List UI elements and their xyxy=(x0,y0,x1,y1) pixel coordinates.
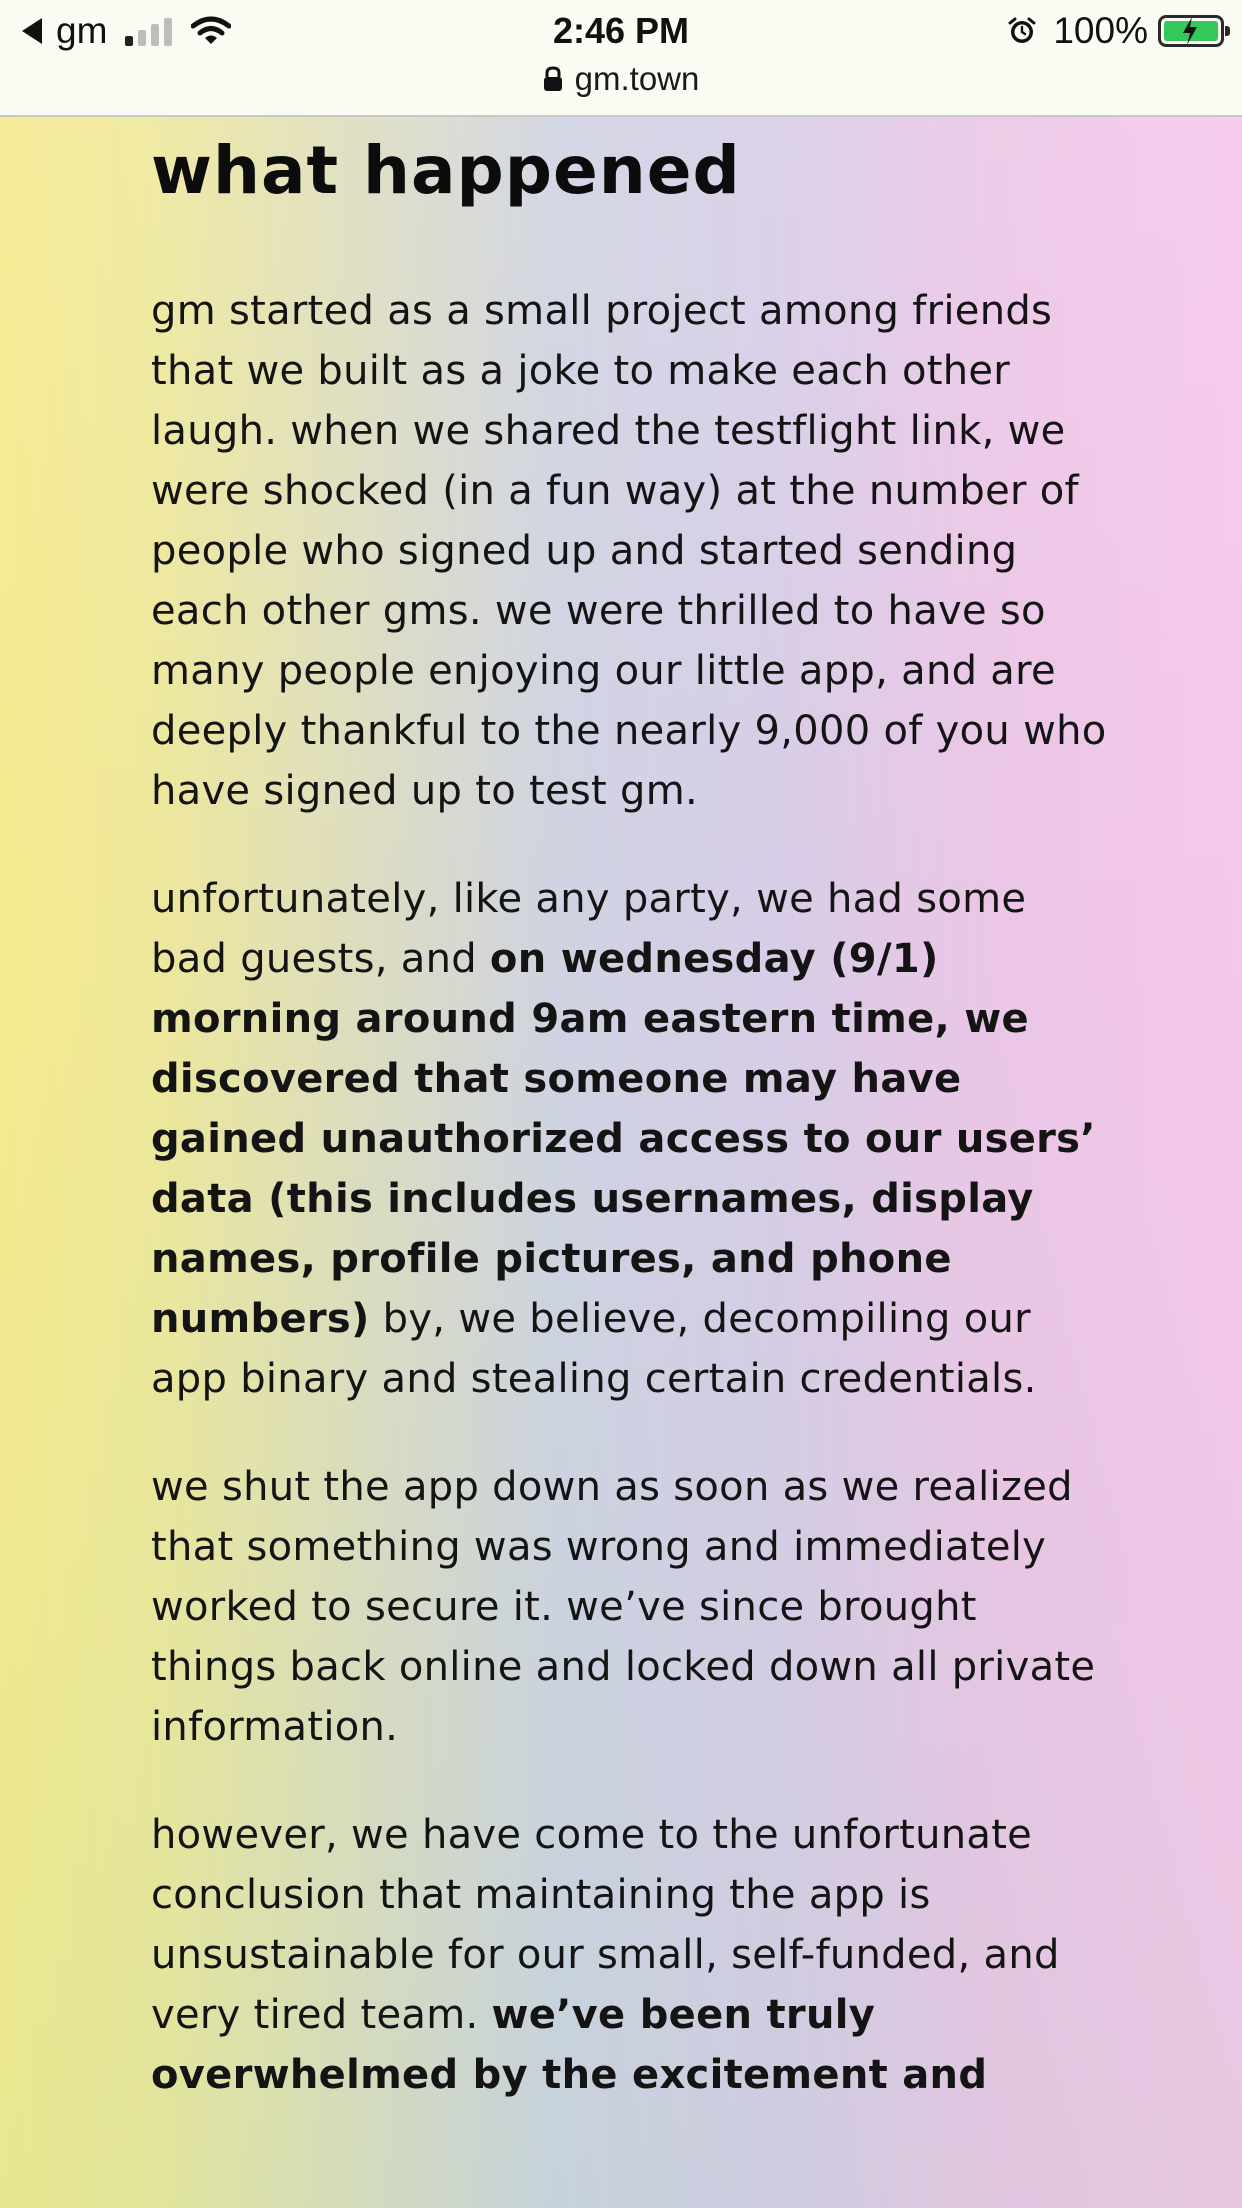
page-background xyxy=(0,117,1242,2208)
status-right xyxy=(1007,10,1224,52)
url-text: gm.town xyxy=(574,60,700,97)
paragraph-incident-start: unfortunately, like any party, we had some bad guests, and xyxy=(151,876,1027,982)
paragraph-response: we shut the app down as soon as we realized that something was wrong and immediately worked to secure it. we’ve since brought things back online and locked down all private information. xyxy=(151,1464,1096,1750)
article xyxy=(151,117,1111,2105)
url-bar[interactable] xyxy=(0,60,1242,98)
paragraph-conclusion xyxy=(151,1805,1111,2105)
paragraph-incident-bold: on wednesday (9/1) morning around 9am eastern time, we discovered that someone may have gained unauthorized access to our users’ data (this includes usernames, display names, profile pictures, and phone numbers) xyxy=(151,936,1096,1342)
battery-charging-icon xyxy=(1158,15,1224,47)
clock: 2:46 PM xyxy=(552,10,690,51)
back-app-label: gm xyxy=(56,10,108,51)
paragraph-conclusion-bold: we’ve been truly overwhelmed by the excitement and xyxy=(151,1992,988,2098)
paragraph-incident xyxy=(151,869,1111,1409)
paragraph-conclusion-start: however, we have come to the unfortunate conclusion that maintaining the app is unsustainable for our small, self-funded, and very tired team. xyxy=(151,1812,1060,2038)
lock-icon xyxy=(543,66,563,92)
alarm-icon xyxy=(1007,16,1037,46)
paragraph-incident-end: by, we believe, decompiling our app binary and stealing certain credentials. xyxy=(151,1296,1037,1402)
battery-percent: 100% xyxy=(1053,10,1148,51)
paragraph-intro: gm started as a small project among friends that we built as a joke to make each other laugh. when we shared the testflight link, we were shocked (in a fun way) at the number of people who signed up and started sending each other gms. we were thrilled to have so many people enjoying our little app, and are deeply thankful to the nearly 9,000 of you who have signed up to test gm. xyxy=(151,288,1107,814)
page-title: what happened xyxy=(151,132,741,209)
status-bar xyxy=(0,0,1242,117)
